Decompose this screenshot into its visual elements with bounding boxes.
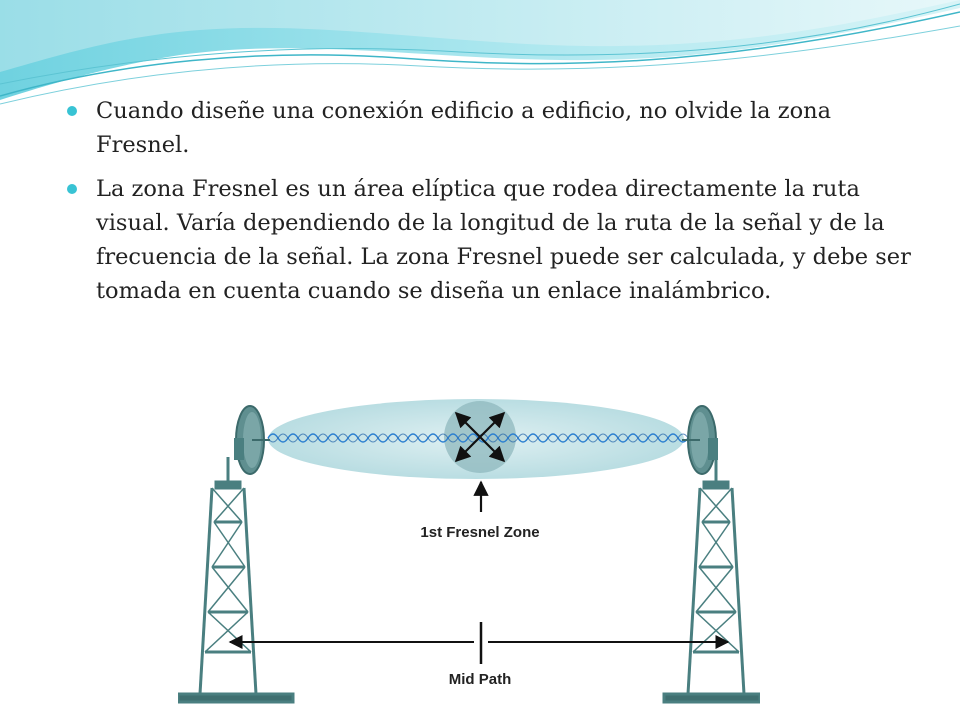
left-dish-antenna-icon — [234, 406, 270, 474]
right-dish-antenna-icon — [682, 406, 718, 474]
bullet-list — [62, 94, 912, 318]
bullet-text: La zona Fresnel es un área elíptica que rodea directamente la ruta visual. Varía dependiendo de la longitud de la ruta de la señal y de la frecuencia de la señal. La zona Fresnel puede ser calculada, y debe ser tomada en cuenta cuando se diseña un enlace inalámbrico. — [96, 176, 911, 304]
zone-label: 1st Fresnel Zone — [420, 524, 540, 541]
fresnel-zone-diagram — [178, 382, 760, 720]
bullet-dot-icon — [67, 184, 77, 194]
bullet-text: Cuando diseñe una conexión edificio a edificio, no olvide la zona Fresnel. — [96, 98, 832, 158]
bullet-item — [62, 94, 912, 162]
right-tower — [664, 457, 760, 702]
left-tower — [178, 457, 293, 702]
bullet-item — [62, 172, 912, 308]
mid-path-label: Mid Path — [448, 671, 512, 688]
bullet-dot-icon — [67, 106, 77, 116]
